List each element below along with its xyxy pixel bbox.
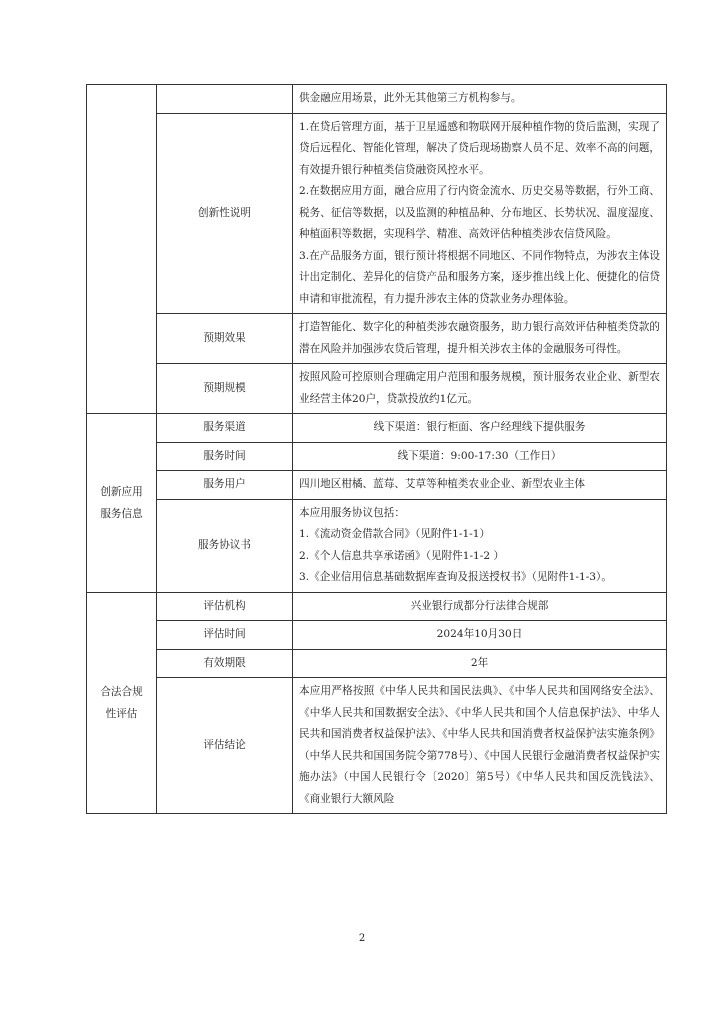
innovation-paragraph-3: 3.在产品服务方面，银行预计将根据不同地区、不同作物特点，为涉农主体设计出定制化、差异化的信贷产品和服务方案，逐步推出线上化、便捷化的信贷申请和审批流程，有力提升涉农主体的贷款业务办理体验。 bbox=[299, 249, 660, 305]
service-info-section bbox=[87, 414, 157, 593]
compliance-section bbox=[87, 592, 157, 814]
agreement-line-2: 1.《流动资金借款合同》（见附件1-1-1） bbox=[299, 528, 491, 540]
innovation-paragraph-1: 1.在贷后管理方面，基于卫星遥感和物联网开展种植作物的贷后监测，实现了贷后远程化、智能化管理，解决了贷后现场勘察人员不足、效率不高的问题，有效提升银行种植类信贷融资风控水平。 bbox=[299, 120, 660, 176]
service-users-value: 四川地区柑橘、蓝莓、艾草等种植类农业企业、新型农业主体 bbox=[293, 471, 667, 500]
table-row bbox=[87, 592, 667, 621]
table-row bbox=[87, 621, 667, 650]
participants-value: 供金融应用场景，此外无其他第三方机构参与。 bbox=[293, 85, 667, 114]
assessment-conclusion-label: 评估结论 bbox=[157, 678, 293, 814]
table-row bbox=[87, 414, 667, 443]
expected-scale-label: 预期规模 bbox=[157, 364, 293, 414]
innovation-label: 创新性说明 bbox=[157, 113, 293, 314]
service-users-label: 服务用户 bbox=[157, 471, 293, 500]
table-row bbox=[87, 364, 667, 414]
service-agreement-label: 服务协议书 bbox=[157, 499, 293, 592]
service-channel-value: 线下渠道：银行柜面、客户经理线下提供服务 bbox=[293, 414, 667, 443]
table-row bbox=[87, 471, 667, 500]
expected-scale-value: 按照风险可控原则合理确定用户范围和服务规模，预计服务农业企业、新型农业经营主体20户，贷款投放约1亿元。 bbox=[293, 364, 667, 414]
innovation-value bbox=[293, 113, 667, 314]
assessment-agency-value: 兴业银行成都分行法律合规部 bbox=[293, 592, 667, 621]
validity-label: 有效期限 bbox=[157, 649, 293, 678]
page-number: 2 bbox=[358, 933, 366, 944]
section-cell-continued bbox=[87, 85, 157, 414]
validity-value: 2年 bbox=[293, 649, 667, 678]
service-channel-label: 服务渠道 bbox=[157, 414, 293, 443]
expected-effect-value: 打造智能化、数字化的种植类涉农融资服务，助力银行高效评估种植类贷款的潜在风险并加强涉农贷后管理，提升相关涉农主体的金融服务可得性。 bbox=[293, 314, 667, 364]
assessment-agency-label: 评估机构 bbox=[157, 592, 293, 621]
service-info-title-line1: 创新应用 bbox=[100, 485, 143, 498]
agreement-line-1: 本应用服务协议包括： bbox=[299, 506, 405, 519]
table-row bbox=[87, 442, 667, 471]
document-table bbox=[86, 84, 667, 814]
service-info-title-line2: 服务信息 bbox=[100, 507, 143, 520]
service-time-value: 线下渠道：9:00-17:30（工作日） bbox=[293, 442, 667, 471]
service-time-label: 服务时间 bbox=[157, 442, 293, 471]
label-cell-empty bbox=[157, 85, 293, 114]
table-row bbox=[87, 678, 667, 814]
compliance-title-line2: 性评估 bbox=[105, 707, 138, 720]
agreement-line-3: 2.《个人信息共享承诺函》（见附件1-1-2 ） bbox=[299, 549, 505, 562]
table-row bbox=[87, 113, 667, 314]
service-agreement-value bbox=[293, 499, 667, 592]
assessment-time-label: 评估时间 bbox=[157, 621, 293, 650]
assessment-conclusion-value: 本应用严格按照《中华人民共和国民法典》、《中华人民共和国网络安全法》、《中华人民共和国数据安全法》、《中华人民共和国个人信息保护法》、中华人民共和国消费者权益保护法》、《中华人民共和国消费者权益保护法实施条例》（中华人民共和国国务院令第778号）、《中国人民银行金融消费者权益保护实施办法》（中国人民银行令〔2020〕第5号）《中华人民共和国反洗钱法》、《商业银行大额风险 bbox=[293, 678, 667, 814]
agreement-line-4: 3.《企业信用信息基础数据库查询及报送授权书》（见附件1-1-3）。 bbox=[299, 571, 612, 583]
assessment-time-value: 2024年10月30日 bbox=[293, 621, 667, 650]
table-row bbox=[87, 85, 667, 114]
expected-effect-label: 预期效果 bbox=[157, 314, 293, 364]
table-row bbox=[87, 314, 667, 364]
compliance-title-line1: 合法合规 bbox=[100, 685, 143, 698]
table-row bbox=[87, 649, 667, 678]
table-row bbox=[87, 499, 667, 592]
innovation-paragraph-2: 2.在数据应用方面，融合应用了行内资金流水、历史交易等数据，行外工商、税务、征信等数据，以及监测的种植品种、分布地区、长势状况、温度湿度、种植面积等数据，实现科学、精准、高效评估种植类涉农信贷风险。 bbox=[299, 185, 660, 240]
